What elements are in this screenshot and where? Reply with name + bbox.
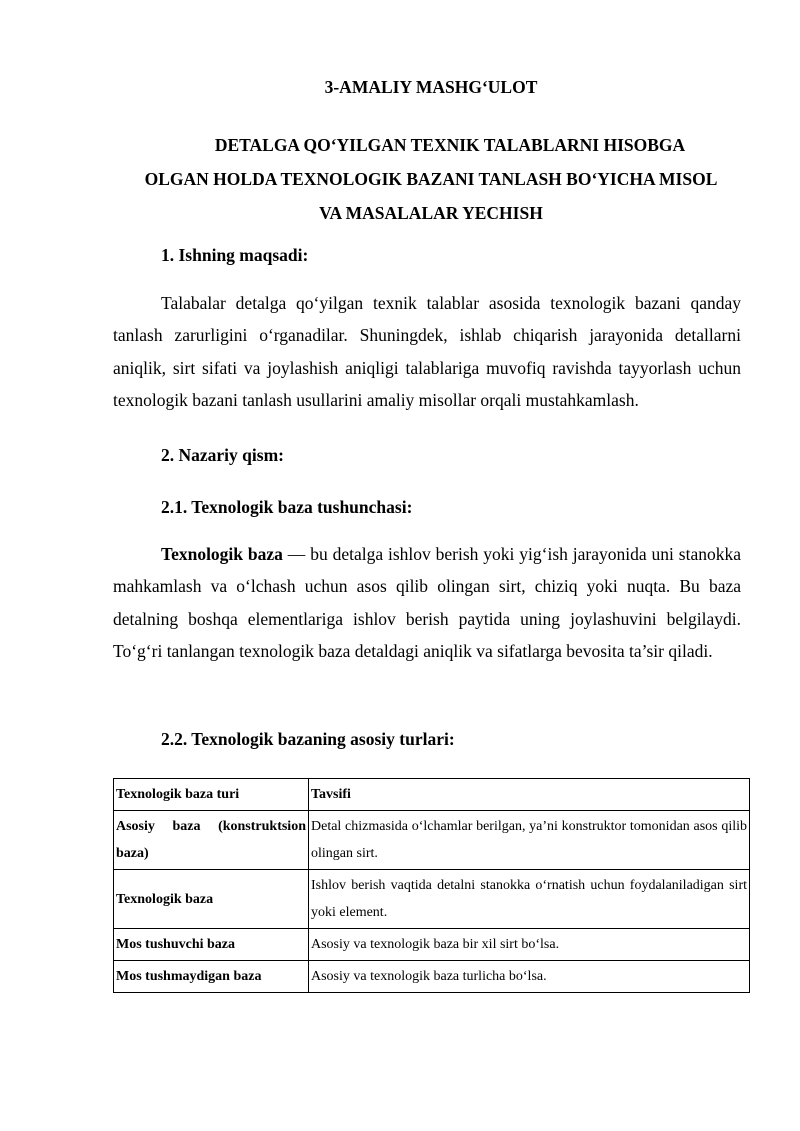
table-header-row [114,779,750,811]
table-row [114,870,750,929]
subtitle-line-1: DETALGA QO‘YILGAN TEXNIK TALABLARNI HISOBGA [214,135,686,155]
table-header-description: Tavsifi [309,779,750,811]
table-row [114,929,750,961]
table-cell-type: Asosiy baza (konstruktsion baza) [114,811,309,870]
concept-definition: — bu detalga ishlov berish yoki yig‘ish jarayonida uni stanokka mahkamlash va o‘lchash uchun asos qilib olingan sirt, chiziq yoki nuqta. Bu baza detalning boshqa elementlariga ishlov berish paytida uning joylashuvini belgilaydi. To‘g‘ri tanlangan texnologik baza detaldagi aniqlik va sifatlarga bevosita ta’sir qiladi. [113,544,741,661]
subtitle-line-3: VA MASALALAR YECHISH [319,203,543,223]
table-cell-type: Mos tushmaydigan baza [114,961,309,993]
table-cell-type: Texnologik baza [114,870,309,929]
page-title: 3-AMALIY MASHG‘ULOT [324,77,538,97]
base-types-table [113,778,750,993]
document-subtitle [113,128,749,230]
table-cell-description: Detal chizmasida o‘lchamlar berilgan, ya’ni konstruktor tomonidan asos qilib olingan sirt. [309,811,750,870]
table-cell-description: Asosiy va texnologik baza turlicha bo‘lsa. [309,961,750,993]
table-cell-description: Ishlov berish vaqtida detalni stanokka o‘rnatish uchun foydalaniladigan sirt yoki element. [309,870,750,929]
table-cell-description: Asosiy va texnologik baza bir xil sirt bo‘lsa. [309,929,750,961]
table-row [114,961,750,993]
table-header-type: Texnologik baza turi [114,779,309,811]
section-heading-purpose: 1. Ishning maqsadi: [161,245,309,265]
table-row [114,811,750,870]
paragraph-purpose: Talabalar detalga qo‘yilgan texnik talablar asosida texnologik bazani qanday tanlash zarurligini o‘rganadilar. Shuningdek, ishlab chiqarish jarayonida detallarni aniqlik, sirt sifati va joylashish aniqligi talablariga muvofiq ravishda tayyorlash uchun texnologik bazani tanlash usullarini amaliy misollar orqali mustahkamlash. [113,293,741,410]
subtitle-line-2: OLGAN HOLDA TEXNOLOGIK BAZANI TANLASH BO‘YICHA MISOL [144,169,718,189]
section-heading-theory: 2. Nazariy qism: [161,445,284,465]
table-cell-type: Mos tushuvchi baza [114,929,309,961]
paragraph-concept [113,538,741,667]
section-heading-concept: 2.1. Texnologik baza tushunchasi: [161,497,413,517]
term-texnologik-baza: Texnologik baza [161,544,283,564]
section-heading-types: 2.2. Texnologik bazaning asosiy turlari: [161,729,455,749]
